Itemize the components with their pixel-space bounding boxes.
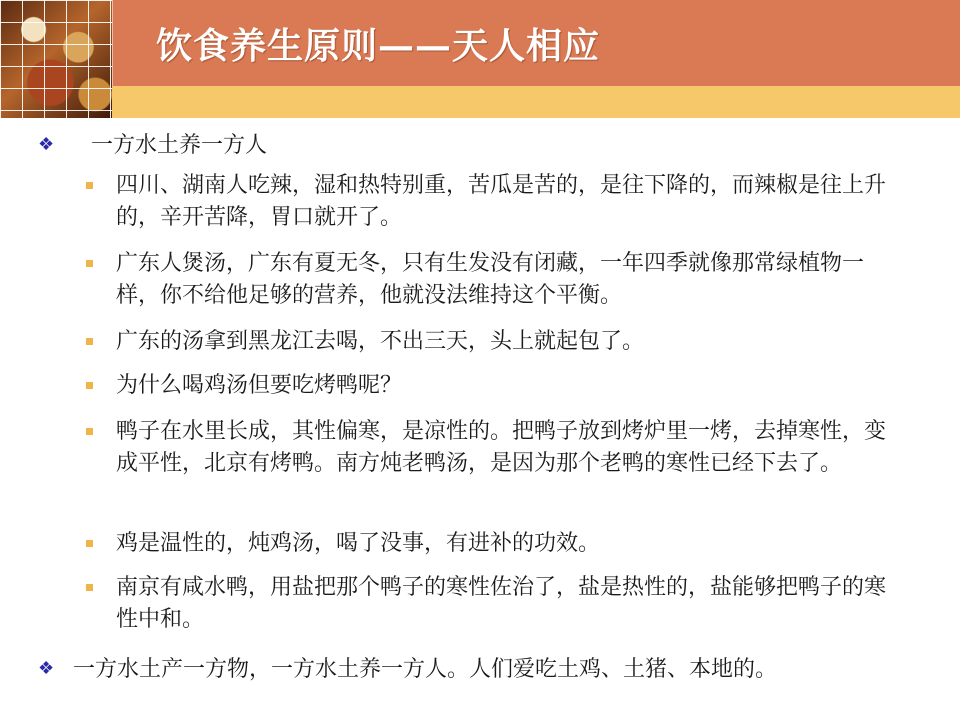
title-bar xyxy=(112,0,960,86)
sub-bullet-2 xyxy=(86,248,886,312)
title-sub-bar xyxy=(112,86,960,118)
bullet-text: 一方水土养一方人 xyxy=(91,133,268,158)
square-bullet-icon xyxy=(86,540,93,547)
sub-bullet-text: 南京有咸水鸭，用盐把那个鸭子的寒性佐治了，盐是热性的，盐能够把鸭子的寒性中和。 xyxy=(116,575,887,632)
photo-grid-overlay xyxy=(0,0,112,118)
sub-bullet-7 xyxy=(86,572,886,636)
sub-bullet-3 xyxy=(86,326,886,358)
square-bullet-icon xyxy=(86,338,93,345)
sub-bullet-text: 广东人煲汤，广东有夏无冬，只有生发没有闭藏，一年四季就像那常绿植物一样，你不给他足够的营养，他就没法维持这个平衡。 xyxy=(116,251,865,308)
sub-bullet-6 xyxy=(86,528,886,560)
sub-bullet-5 xyxy=(86,416,886,480)
sub-bullet-4 xyxy=(86,370,886,402)
sub-bullet-text: 鸡是温性的，炖鸡汤，喝了没事，有进补的功效。 xyxy=(116,531,601,556)
sub-bullet-1 xyxy=(86,170,886,234)
sub-bullet-text: 广东的汤拿到黑龙江去喝，不出三天，头上就起包了。 xyxy=(116,329,645,354)
sub-bullet-text: 为什么喝鸡汤但要吃烤鸭呢？ xyxy=(116,373,403,398)
bullet-point-1 xyxy=(38,128,267,159)
square-bullet-icon xyxy=(86,260,93,267)
square-bullet-icon xyxy=(86,584,93,591)
slide-content xyxy=(0,118,960,720)
sub-bullet-text: 鸭子在水里长成，其性偏寒，是凉性的。把鸭子放到烤炉里一烤，去掉寒性，变成平性，北京有烤鸭。南方炖老鸭汤，是因为那个老鸭的寒性已经下去了。 xyxy=(116,419,887,476)
title-bar-divider xyxy=(112,0,123,86)
diamond-bullet-icon: ❖ xyxy=(38,134,55,155)
sub-bullet-text: 四川、湖南人吃辣，湿和热特别重，苦瓜是苦的，是往下降的，而辣椒是往上升的，辛开苦降，胃口就开了。 xyxy=(116,173,887,230)
bullet-text: 一方水土产一方物，一方水土养一方人。人们爱吃土鸡、土猪、本地的。 xyxy=(73,657,778,682)
square-bullet-icon xyxy=(86,182,93,189)
bullet-point-2 xyxy=(38,652,777,683)
diamond-bullet-icon: ❖ xyxy=(38,658,55,679)
square-bullet-icon xyxy=(86,428,93,435)
page-title: 饮食养生原则——天人相应 xyxy=(156,25,601,67)
square-bullet-icon xyxy=(86,382,93,389)
